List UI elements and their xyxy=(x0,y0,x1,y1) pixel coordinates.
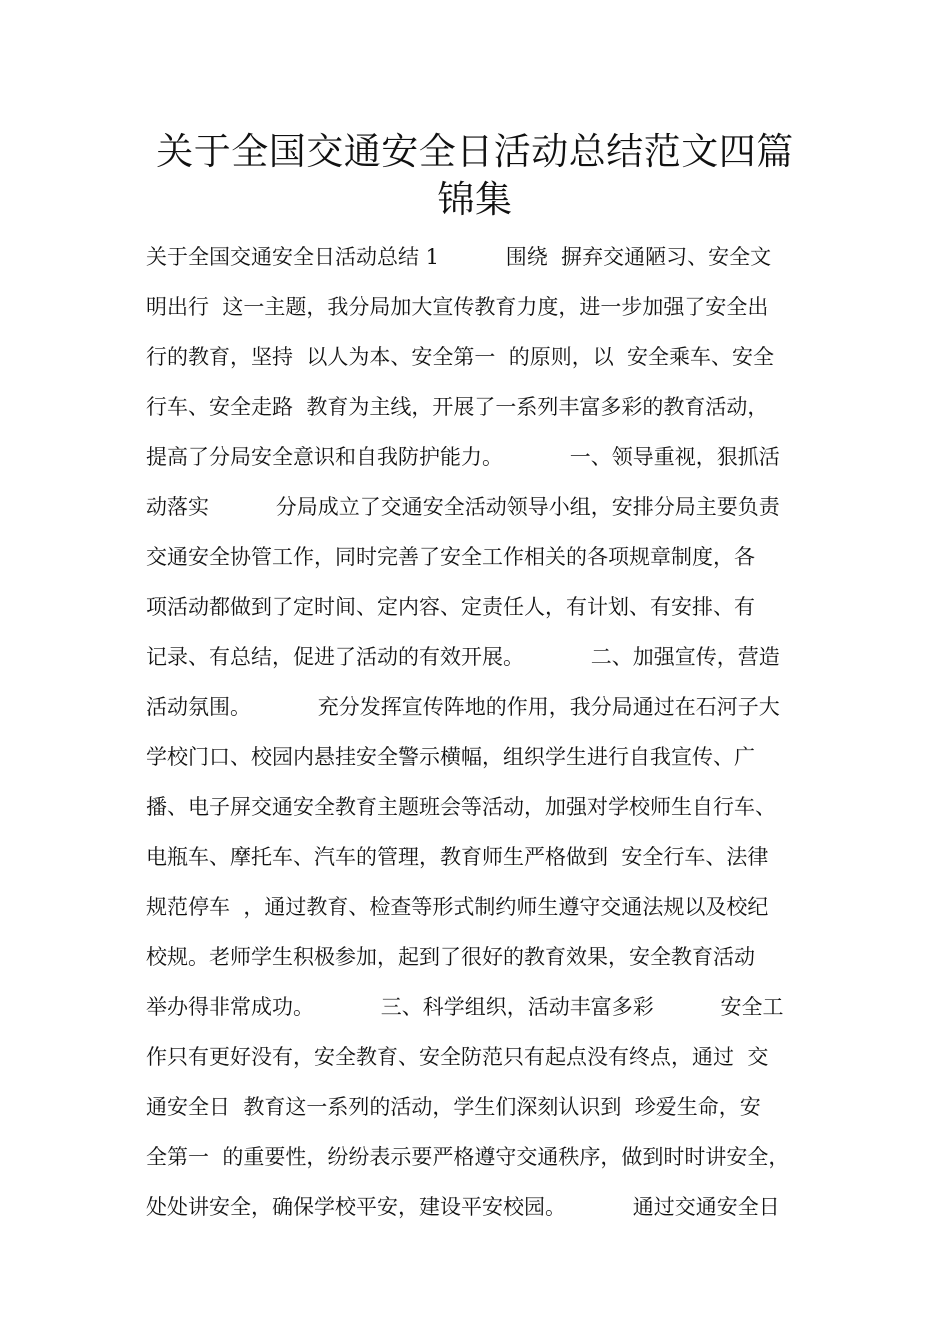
title-line-1: 关于全国交通安全日活动总结范文四篇 xyxy=(156,130,794,173)
paragraph-line: 记录、有总结，促进了活动的有效开展。 二、加强宣传，营造 xyxy=(146,645,780,669)
document-title xyxy=(60,128,890,224)
paragraph-line: 活动氛围。 充分发挥宣传阵地的作用，我分局通过在石河子大 xyxy=(146,695,780,719)
paragraph-line: 校规。老师学生积极参加，起到了很好的教育效果，安全教育活动 xyxy=(146,945,755,969)
paragraph-line: 行的教育，坚持 以人为本、安全第一 的原则，以 安全乘车、安全 xyxy=(146,345,775,369)
paragraph-line: 举办得非常成功。 三、科学组织，活动丰富多彩 安全工 xyxy=(146,995,784,1019)
paragraph-line: 电瓶车、摩托车、汽车的管理，教育师生严格做到 安全行车、法律 xyxy=(146,845,769,869)
paragraph-line: 项活动都做到了定时间、定内容、定责任人，有计划、有安排、有 xyxy=(146,595,755,619)
paragraph-line: 动落实 分局成立了交通安全活动领导小组，安排分局主要负责 xyxy=(146,495,780,519)
paragraph-line: 交通安全协管工作，同时完善了安全工作相关的各项规章制度，各 xyxy=(146,545,755,569)
paragraph-line: 规范停车 ，通过教育、检查等形式制约师生遵守交通法规以及校纪 xyxy=(146,895,769,919)
paragraph-line: 关于全国交通安全日活动总结 1 围绕 摒弃交通陋习、安全文 xyxy=(146,245,772,269)
paragraph-line: 全第一 的重要性，纷纷表示要严格遵守交通秩序，做到时时讲安全， xyxy=(146,1145,790,1169)
paragraph-line: 播、电子屏交通安全教育主题班会等活动，加强对学校师生自行车、 xyxy=(146,795,776,819)
paragraph-line: 处处讲安全，确保学校平安，建设平安校园。 通过交通安全日 xyxy=(146,1195,780,1219)
document-body xyxy=(146,232,830,1232)
paragraph-line: 明出行 这一主题，我分局加大宣传教育力度，进一步加强了安全出 xyxy=(146,295,769,319)
paragraph-line: 作只有更好没有，安全教育、安全防范只有起点没有终点，通过 交 xyxy=(146,1045,769,1069)
paragraph-line: 通安全日 教育这一系列的活动，学生们深刻认识到 珍爱生命，安 xyxy=(146,1095,761,1119)
paragraph-line: 提高了分局安全意识和自我防护能力。 一、领导重视，狠抓活 xyxy=(146,445,780,469)
title-line-2: 锦集 xyxy=(437,178,513,221)
paragraph-line: 行车、安全走路 教育为主线，开展了一系列丰富多彩的教育活动， xyxy=(146,395,769,419)
paragraph-line: 学校门口、校园内悬挂安全警示横幅，组织学生进行自我宣传、广 xyxy=(146,745,755,769)
